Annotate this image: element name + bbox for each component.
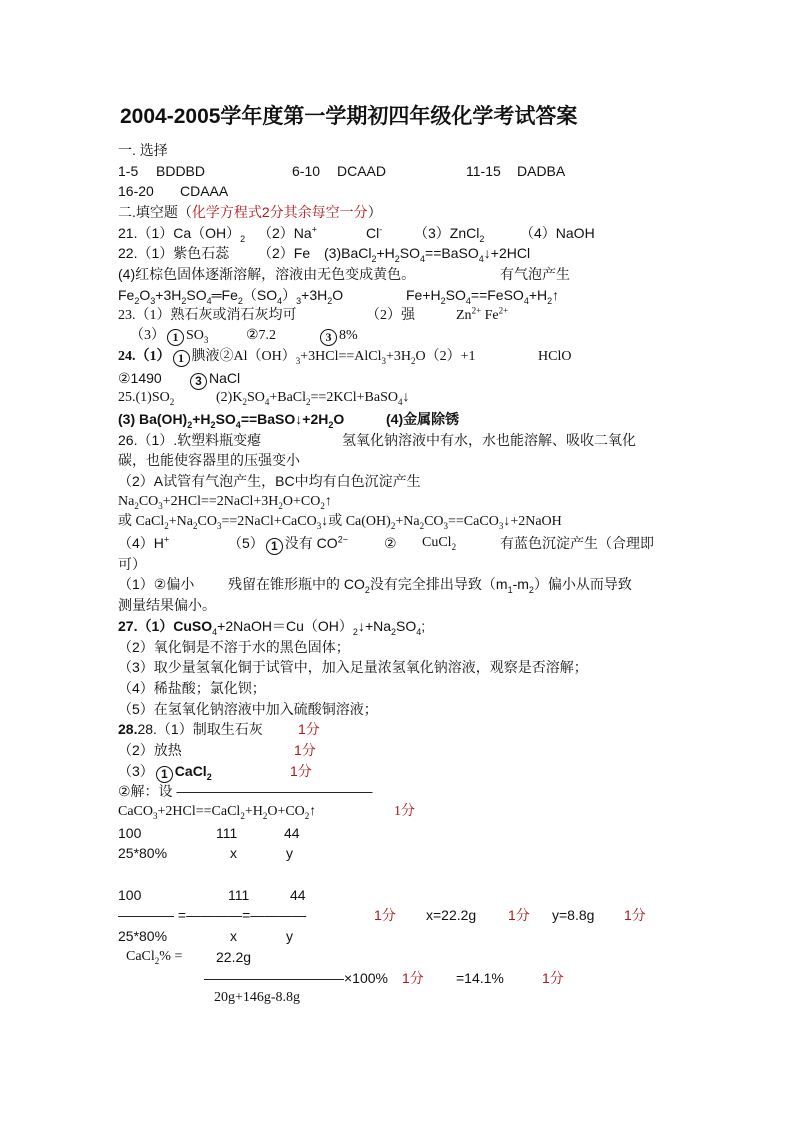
question-23-line-1: 23.（1）熟石灰或消石灰均可 （2）强 $Zn^{2+}$ $Fe^{2+}$ — [118, 304, 509, 323]
choice-range-label: 1-5 — [118, 162, 139, 179]
question-26-line-4: $Na_2CO_3+2HCl==2NaCl+3H_2O+CO_2↑$ — [118, 493, 332, 511]
question-22-line-3: $Fe_2O_3+3H_2SO_4═Fe_2(SO_4)_3+3H_2O$ $Fe+H_2SO_4==FeSO_4+H_2↑$ — [118, 286, 560, 306]
score-mark: 1分 — [624, 907, 646, 924]
question-28-line-7: 25*80% x y — [118, 845, 293, 862]
score-mark: 1分 — [290, 762, 312, 779]
question-28-line-3: （3） 1 CaCl$_2$ 1分 — [118, 762, 312, 782]
question-28-line-4: ②解：设 —————————————— — [118, 783, 373, 800]
choice-answers: DADBA — [517, 162, 566, 179]
question-26-line-3: （2）A试管有气泡产生，BC中均有白色沉淀产生 — [118, 473, 421, 489]
score-mark: 1分 — [294, 741, 316, 758]
section-fill-heading: 二.填空题（化学方程式2分其余每空一分） — [118, 204, 382, 221]
answer-sheet — [118, 104, 718, 1009]
question-27-line-2: （2）氧化铜是不溶于水的黑色固体； — [118, 638, 350, 655]
question-26-line-5: 或 $CaCl_2+Na_2CO_3==2NaCl+CaCO_3↓$或 $Ca(OH)_2+Na_2CO_3==CaCO_3↓+2NaOH$ — [118, 514, 562, 532]
circled-number-3: 3 — [190, 373, 207, 390]
question-26-line-8: （1）②偏小 残留在锥形瓶中的 $CO_2$没有完全排出导致$(m_1-m_2)$偏小从而导致 — [118, 576, 632, 596]
page-title: 2004-2005学年度第一学期初四年级化学考试答案 — [120, 105, 578, 128]
circled-number-1: 1 — [167, 329, 184, 346]
question-26-line-1: 26.（1）.软塑料瓶变瘪 氢氧化钠溶液中有水，水也能溶解、吸收二氧化 — [118, 431, 636, 448]
choice-answers: DCAAD — [337, 162, 387, 179]
question-22-line-1: 22.（1）紫色石蕊 （2）Fe $(3)BaCl_2+H_2SO_4==BaSO_4↓+2HCl$ — [118, 245, 531, 265]
question-28-line-9: 100 111 44 — [118, 886, 306, 903]
section-choice-heading: 一. 选择 — [118, 142, 168, 158]
question-27-line-1: $27.(1)CuSO_4+2NaOH=Cu(OH)_2↓+Na_2SO_4$; — [118, 617, 426, 637]
score-mark: 1分 — [298, 721, 320, 738]
question-26-line-9: 测量结果偏小。 — [118, 597, 216, 614]
question-27-line-5: （5）在氢氧化钠溶液中加入硫酸铜溶液； — [118, 700, 378, 717]
score-mark: 1分 — [508, 907, 530, 924]
question-26-line-6: （4）H+ （5） 1 没有 $CO^{2-}$ ② CuCl$_2$ 有蓝色沉淀产生（合理即 — [118, 534, 654, 554]
question-28-line-6: 100 111 44 — [118, 824, 300, 841]
question-28-line-2: （2）放热 1分 — [118, 740, 718, 761]
circled-number-1: 1 — [173, 350, 190, 367]
question-27-line-4: （4）稀盐酸；氯化钡； — [118, 679, 266, 696]
question-22-line-2: (4)红棕色固体逐渐溶解，溶液由无色变成黄色。 有气泡产生 — [118, 266, 570, 283]
choice-range-label: 16-20 — [118, 183, 154, 200]
score-mark: 1分 — [542, 969, 564, 986]
question-28-line-12: CaCl$_2$% = 22.2g — [126, 948, 252, 966]
scoring-note: 化学方程式2分其余每空一分 — [191, 204, 368, 221]
question-28-line-1: 28.28.（1）制取生石灰 1分 — [118, 719, 718, 740]
score-mark: 1分 — [374, 907, 396, 924]
question-21: $21.(1)Ca(OH)_2$ （2）Na+ Cl- （3）ZnCl$_2$ （4）NaOH — [118, 224, 595, 244]
choice-row-2 — [118, 181, 718, 202]
score-mark: 1分 — [394, 804, 415, 819]
choice-row-1 — [118, 161, 718, 182]
question-27-line-3: （3）取少量氢氧化铜于试管中，加入足量浓氢氧化钠溶液，观察是否溶解； — [118, 659, 588, 676]
question-23-line-2: （3） 1 $SO_3$ ②7.2 3 8% — [130, 328, 358, 345]
question-25-line-1: $25.(1)SO_2$ $(2)K_2SO_4+BaCl_2==2KCl+BaSO_4↓$ — [118, 390, 410, 408]
question-28-line-10: ———— =————=———— 1分 x=22.2g 1分 y=8.8g 1分 — [118, 905, 718, 926]
choice-answers: BDDBD — [156, 162, 206, 179]
choice-range-label: 11-15 — [466, 162, 501, 179]
question-28-line-11: 25*80% x y — [118, 928, 293, 945]
score-mark: 1分 — [402, 969, 424, 986]
choice-range-label: 6-10 — [292, 162, 321, 179]
circled-number-1: 1 — [266, 538, 283, 555]
question-28-line-13: ——————————×100% 1分 =14.1% 1分 — [118, 968, 718, 989]
circled-number-3: 3 — [320, 329, 337, 346]
circled-number-1: 1 — [156, 766, 173, 783]
question-28-line-14: 20g+146g-8.8g — [214, 990, 301, 1006]
question-25-line-2: (3) $Ba(OH)_2+H_2SO_4==BaSO↓+2H_2O$ (4)金属除锈 — [118, 410, 460, 430]
question-28-line-5: $CaCO_3+2HCl==CaCl_2+H_2O+CO_2↑$ 1分 — [118, 804, 415, 821]
choice-answers: CDAAA — [180, 183, 229, 200]
question-24-line-1: 24.（1） 1 腆液$②Al(OH)_3+3HCl==AlCl_3+3H_2O(2)+1$ HClO — [118, 348, 572, 366]
question-24-line-2: ②1490 3 NaCl — [118, 369, 241, 388]
question-26-line-2: 碳，也能使容器里的压强变小 — [118, 452, 300, 469]
question-26-line-7: 可） — [118, 555, 146, 572]
